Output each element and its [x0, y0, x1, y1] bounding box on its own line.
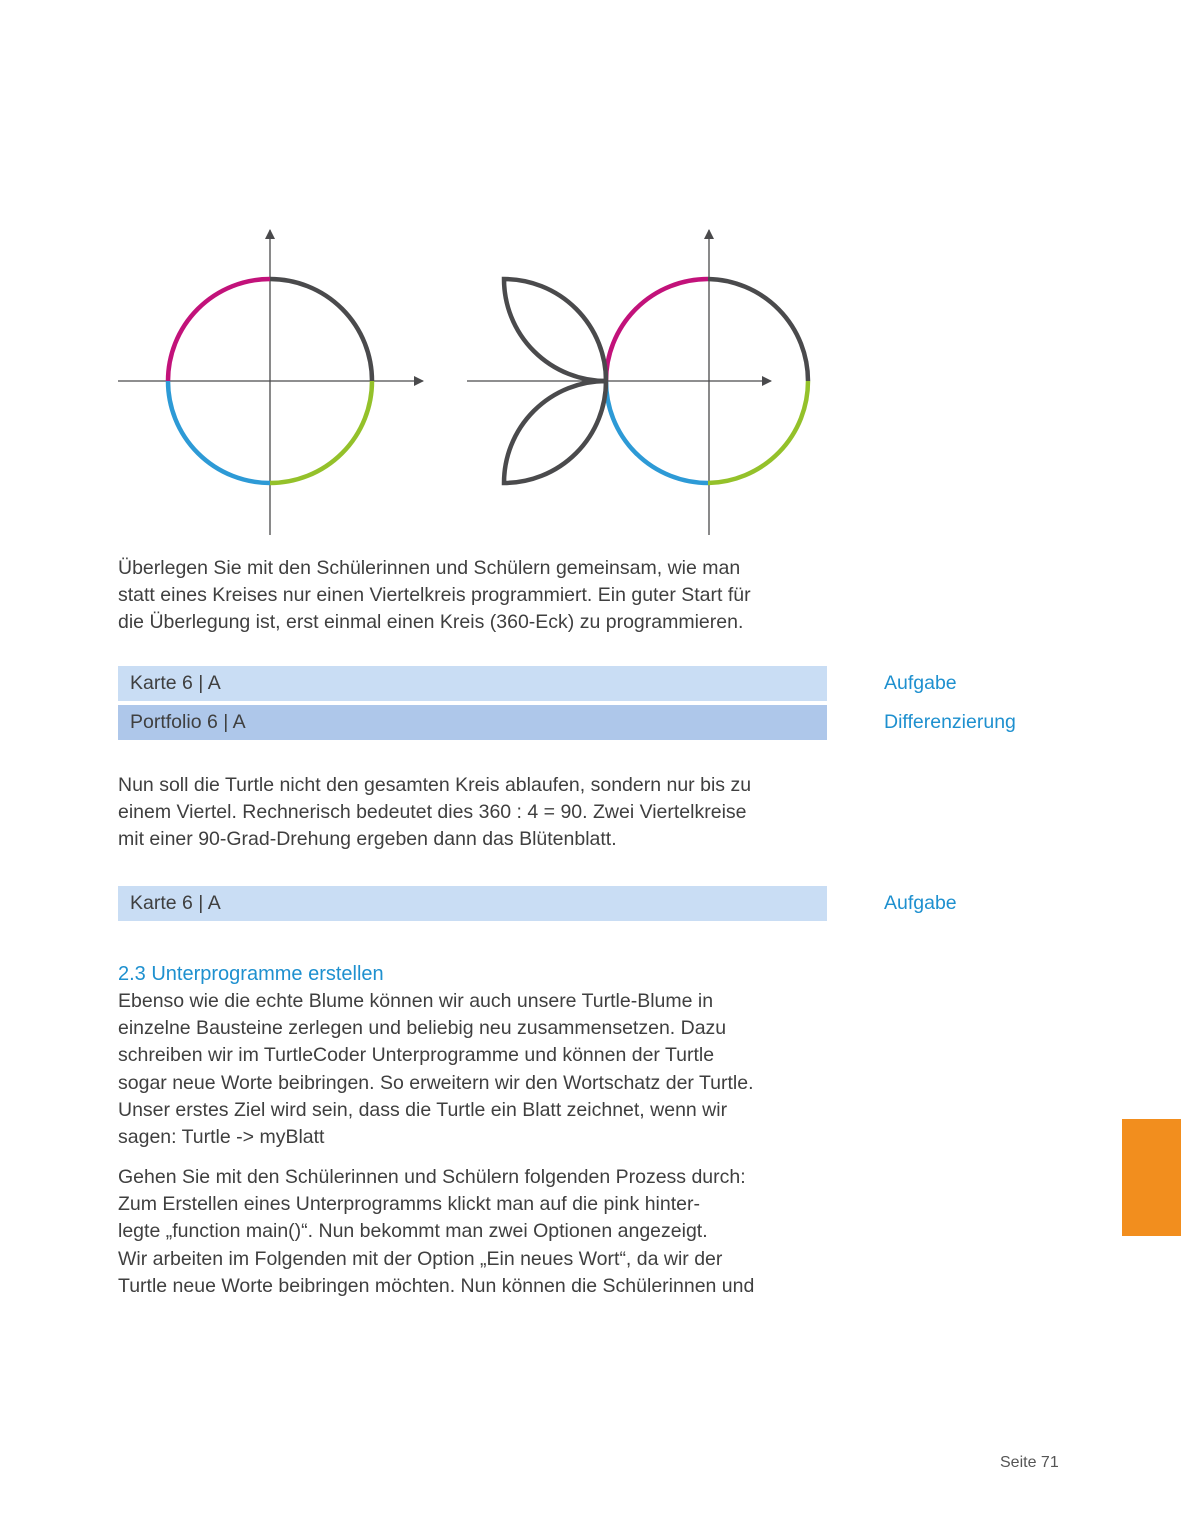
quarter-arc-bottom-left: [168, 381, 270, 483]
quarter-arc-top-right: [270, 279, 372, 381]
petal-upper: [504, 279, 606, 381]
text-line: schreiben wir im TurtleCoder Unterprogramme und können der Turtle: [118, 1044, 715, 1067]
text-line: Nun soll die Turtle nicht den gesamten Kreis ablaufen, sondern nur bis zu: [118, 774, 752, 796]
text-line: legte „function main()“. Nun bekommt man zwei Optionen angezeigt.: [118, 1220, 708, 1243]
card-reference-bar: Karte 6 | A: [118, 666, 827, 701]
quarter-arc-bottom-right: [708, 381, 808, 483]
task-link[interactable]: Aufgabe: [884, 672, 957, 694]
text-line: sagen: Turtle -> myBlatt: [118, 1126, 325, 1149]
petal-top-right: [606, 279, 708, 381]
text-line: Zum Erstellen eines Unterprogramms klickt man auf die pink hinter-: [118, 1193, 700, 1216]
paragraph-quarter-circle: [118, 772, 838, 854]
text-line: einzelne Bausteine zerlegen und beliebig neu zusammensetzen. Dazu: [118, 1017, 727, 1040]
paragraph-intro: [118, 555, 838, 637]
text-line: Wir arbeiten im Folgenden mit der Option „Ein neues Wort“, da wir der: [118, 1247, 723, 1270]
quarter-arc-top-right: [708, 279, 808, 381]
chapter-tab: [1122, 1119, 1181, 1236]
text-line: Turtle neue Worte beibringen möchten. Nun können die Schülerinnen und: [118, 1274, 755, 1297]
quarter-arc-bottom-left: [606, 381, 708, 483]
text-line: Unser erstes Ziel wird sein, dass die Turtle ein Blatt zeichnet, wenn wir: [118, 1098, 728, 1121]
quarter-arc-top-left: [168, 279, 270, 381]
petal-lower: [504, 381, 606, 483]
paragraph-process: [118, 1164, 838, 1300]
differentiation-link[interactable]: Differenzierung: [884, 711, 1016, 733]
circle-figure: [118, 230, 423, 535]
task-link[interactable]: Aufgabe: [884, 892, 957, 914]
paragraph-subprograms: [118, 988, 838, 1151]
quarter-arc-bottom-right: [270, 381, 372, 483]
section-heading: 2.3 Unterprogramme erstellen: [118, 963, 384, 985]
text-line: Überlegen Sie mit den Schülerinnen und Schülern gemeinsam, wie man: [118, 557, 741, 579]
card-reference-bar: Karte 6 | A: [118, 886, 827, 921]
text-line: einem Viertel. Rechnerisch bedeutet dies 360 : 4 = 90. Zwei Viertelkreise: [118, 801, 747, 824]
turtle-circle-diagram: [0, 0, 1181, 560]
page-number: Seite 71: [1000, 1454, 1059, 1471]
text-line: Gehen Sie mit den Schülerinnen und Schülern folgenden Prozess durch:: [118, 1166, 746, 1188]
text-line: statt eines Kreises nur einen Viertelkreis programmiert. Ein guter Start für: [118, 584, 751, 607]
portfolio-reference-bar: Portfolio 6 | A: [118, 705, 827, 740]
text-line: die Überlegung ist, erst einmal einen Kreis (360-Eck) zu programmieren.: [118, 611, 744, 634]
text-line: mit einer 90-Grad-Drehung ergeben dann das Blütenblatt.: [118, 828, 617, 851]
petal-figure: [467, 230, 808, 535]
text-line: Ebenso wie die echte Blume können wir auch unsere Turtle-Blume in: [118, 990, 714, 1012]
text-line: sogar neue Worte beibringen. So erweitern wir den Wortschatz der Turtle.: [118, 1071, 754, 1094]
